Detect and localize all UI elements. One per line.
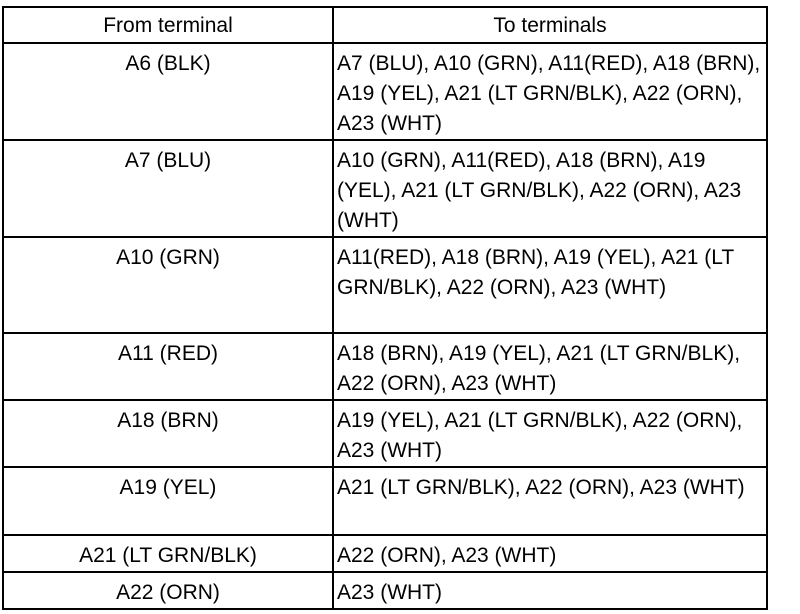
to-terminals-cell: A23 (WHT) [333,572,767,609]
to-terminals-cell: A7 (BLU), A10 (GRN), A11(RED), A18 (BRN), A19 (YEL), A21 (LT GRN/BLK), A22 (ORN), A23 (WHT) [333,43,767,140]
from-terminal-cell: A7 (BLU) [3,140,333,237]
table-row [3,43,767,140]
table-row [3,140,767,237]
table-header-row [3,7,767,43]
table-row [3,400,767,467]
table-row [3,333,767,400]
to-terminals-cell: A10 (GRN), A11(RED), A18 (BRN), A19 (YEL), A21 (LT GRN/BLK), A22 (ORN), A23 (WHT) [333,140,767,237]
to-terminals-cell: A21 (LT GRN/BLK), A22 (ORN), A23 (WHT) [333,467,767,535]
from-terminal-cell: A10 (GRN) [3,237,333,333]
from-terminal-cell: A22 (ORN) [3,572,333,609]
terminal-continuity-table [2,6,768,610]
table-row [3,237,767,333]
from-terminal-cell: A11 (RED) [3,333,333,400]
from-terminal-cell: A21 (LT GRN/BLK) [3,535,333,572]
header-from-terminal: From terminal [3,7,333,43]
to-terminals-cell: A22 (ORN), A23 (WHT) [333,535,767,572]
table-row [3,467,767,535]
header-to-terminals: To terminals [333,7,767,43]
table-row [3,535,767,572]
table-row [3,572,767,609]
from-terminal-cell: A6 (BLK) [3,43,333,140]
to-terminals-cell: A11(RED), A18 (BRN), A19 (YEL), A21 (LT GRN/BLK), A22 (ORN), A23 (WHT) [333,237,767,333]
to-terminals-cell: A18 (BRN), A19 (YEL), A21 (LT GRN/BLK), A22 (ORN), A23 (WHT) [333,333,767,400]
to-terminals-cell: A19 (YEL), A21 (LT GRN/BLK), A22 (ORN), A23 (WHT) [333,400,767,467]
from-terminal-cell: A19 (YEL) [3,467,333,535]
from-terminal-cell: A18 (BRN) [3,400,333,467]
